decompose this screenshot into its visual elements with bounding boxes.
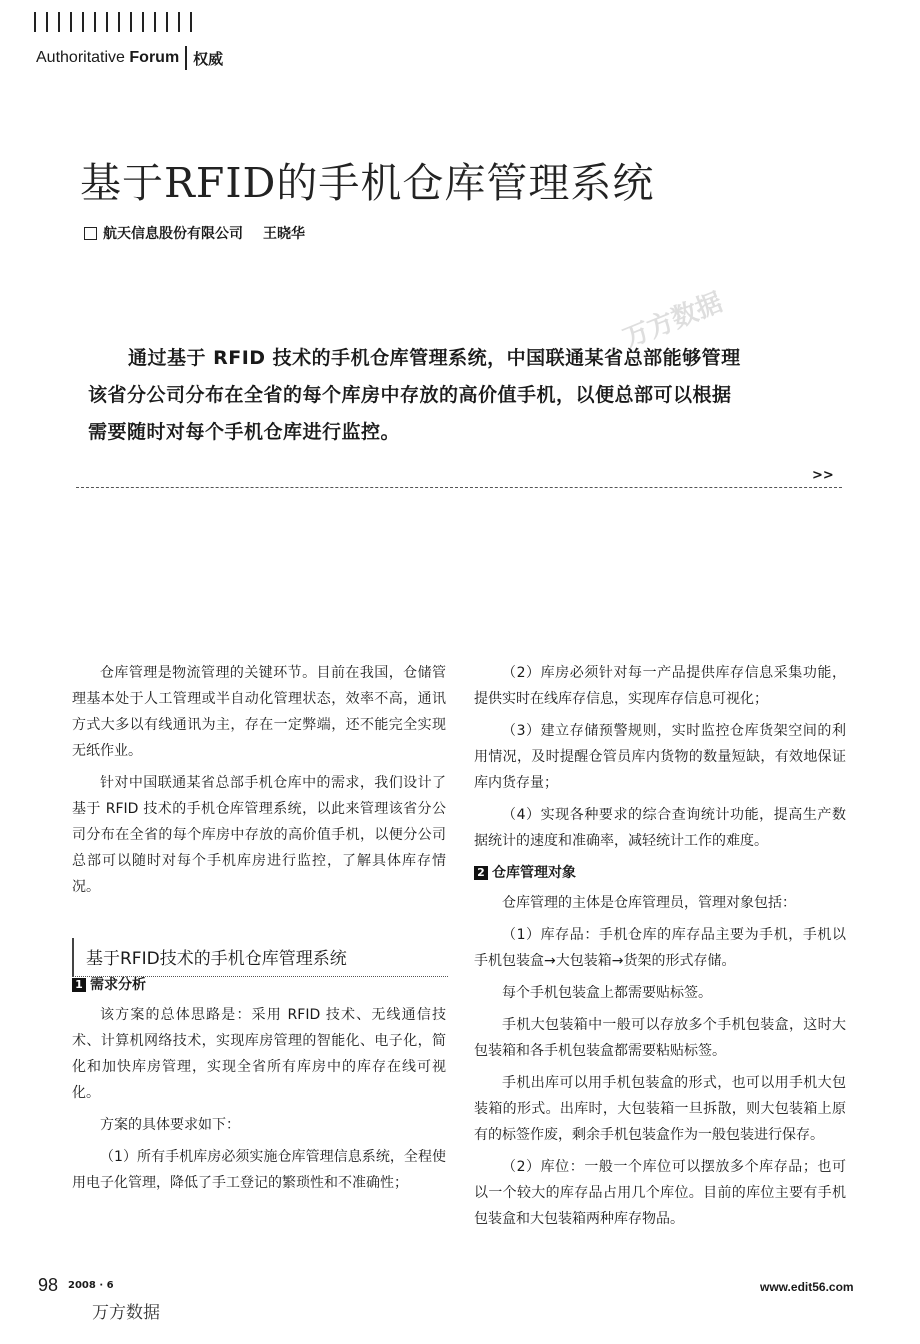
page-number: 98 bbox=[38, 1275, 59, 1295]
paragraph: （4）实现各种要求的综合查询统计功能，提高生产数据统计的速度和准确率，减轻统计工作的难度。 bbox=[474, 807, 846, 849]
paragraph: （2）库房必须针对每一产品提供库存信息采集功能，提供实时在线库存信息，实现库存信息可视化； bbox=[474, 665, 846, 707]
header-divider bbox=[185, 46, 187, 70]
article-title: 基于RFID的手机仓库管理系统 bbox=[80, 159, 655, 207]
abstract-divider bbox=[76, 487, 842, 488]
paragraph: 手机大包装箱中一般可以存放多个手机包装盒，这时大包装箱和各手机包装盒都需要粘贴标签。 bbox=[474, 1017, 846, 1059]
left-column bbox=[72, 660, 446, 1202]
paragraph: （3）建立存储预警规则，实时监控仓库货架空间的利用情况，及时提醒仓管员库内货物的数量短缺，有效地保证库内货存量； bbox=[474, 723, 846, 791]
continue-marker: >> bbox=[812, 468, 834, 483]
footer-url: www.edit56.com bbox=[760, 1280, 854, 1294]
byline bbox=[84, 223, 305, 243]
paragraph: 该方案的总体思路是：采用 RFID 技术、无线通信技术、计算机网络技术，实现库房管理的智能化、电子化，简化和加快库房管理，实现全省所有库房中的库存在线可视化。 bbox=[72, 1007, 446, 1101]
section-title: 基于RFID技术的手机仓库管理系统 bbox=[86, 949, 347, 969]
paragraph: 针对中国联通某省总部手机仓库中的需求，我们设计了基于 RFID 技术的手机仓库管理系统，以此来管理该省分公司分布在全省的每个库房中存放的高价值手机，以便分公司总部可以随时对每个手机库房进行监控，了解具体库存情况。 bbox=[72, 775, 446, 895]
square-bullet-icon bbox=[84, 227, 97, 240]
subsection-title: 仓库管理对象 bbox=[492, 865, 576, 881]
section-number-badge: 1 bbox=[72, 978, 86, 992]
paragraph: 仓库管理的主体是仓库管理员，管理对象包括： bbox=[502, 895, 796, 911]
header-label-cn: 权威 bbox=[193, 49, 224, 68]
section-number-badge: 2 bbox=[474, 866, 488, 880]
header-tick-marks bbox=[34, 12, 192, 32]
paragraph: （1）库存品：手机仓库的库存品主要为手机，手机以手机包装盒→大包装箱→货架的形式存储。 bbox=[474, 927, 846, 969]
subsection-heading bbox=[474, 860, 846, 886]
author-company: 航天信息股份有限公司 bbox=[103, 226, 243, 242]
paragraph: 手机出库可以用手机包装盒的形式，也可以用手机大包装箱的形式。出库时，大包装箱一旦拆散，则大包装箱上原有的标签作废，剩余手机包装盒作为一般包装进行保存。 bbox=[474, 1075, 846, 1143]
section-header bbox=[36, 46, 223, 70]
paragraph: （2）库位：一般一个库位可以摆放多个库存品；也可以一个较大的库存品占用几个库位。目前的库位主要有手机包装盒和大包装箱两种库存物品。 bbox=[474, 1159, 846, 1227]
subsection-title: 需求分析 bbox=[90, 977, 146, 993]
watermark-text: 万方数据 bbox=[619, 287, 727, 355]
paragraph: （1）所有手机库房必须实施仓库管理信息系统，全程使用电子化管理，降低了手工登记的繁琐性和不准确性； bbox=[72, 1149, 446, 1191]
issue-label: 2008 · 6 bbox=[68, 1280, 114, 1291]
paragraph: 仓库管理是物流管理的关键环节。目前在我国，仓储管理基本处于人工管理或半自动化管理状态，效率不高，通讯方式大多以有线通讯为主，存在一定弊端，还不能完全实现无纸作业。 bbox=[72, 665, 446, 759]
paragraph: 每个手机包装盒上都需要贴标签。 bbox=[502, 985, 712, 1001]
author-name: 王晓华 bbox=[263, 226, 305, 242]
header-label-en: Authoritative Forum bbox=[36, 49, 180, 66]
footer-watermark: 万方数据 bbox=[92, 1303, 160, 1323]
right-column bbox=[474, 660, 846, 1238]
paragraph: 方案的具体要求如下： bbox=[100, 1117, 240, 1133]
article-abstract: 通过基于 RFID 技术的手机仓库管理系统，中国联通某省总部能够管理该省分公司分布在全省的每个库房中存放的高价值手机，以便总部可以根据需要随时对每个手机仓库进行监控。 bbox=[88, 347, 741, 443]
